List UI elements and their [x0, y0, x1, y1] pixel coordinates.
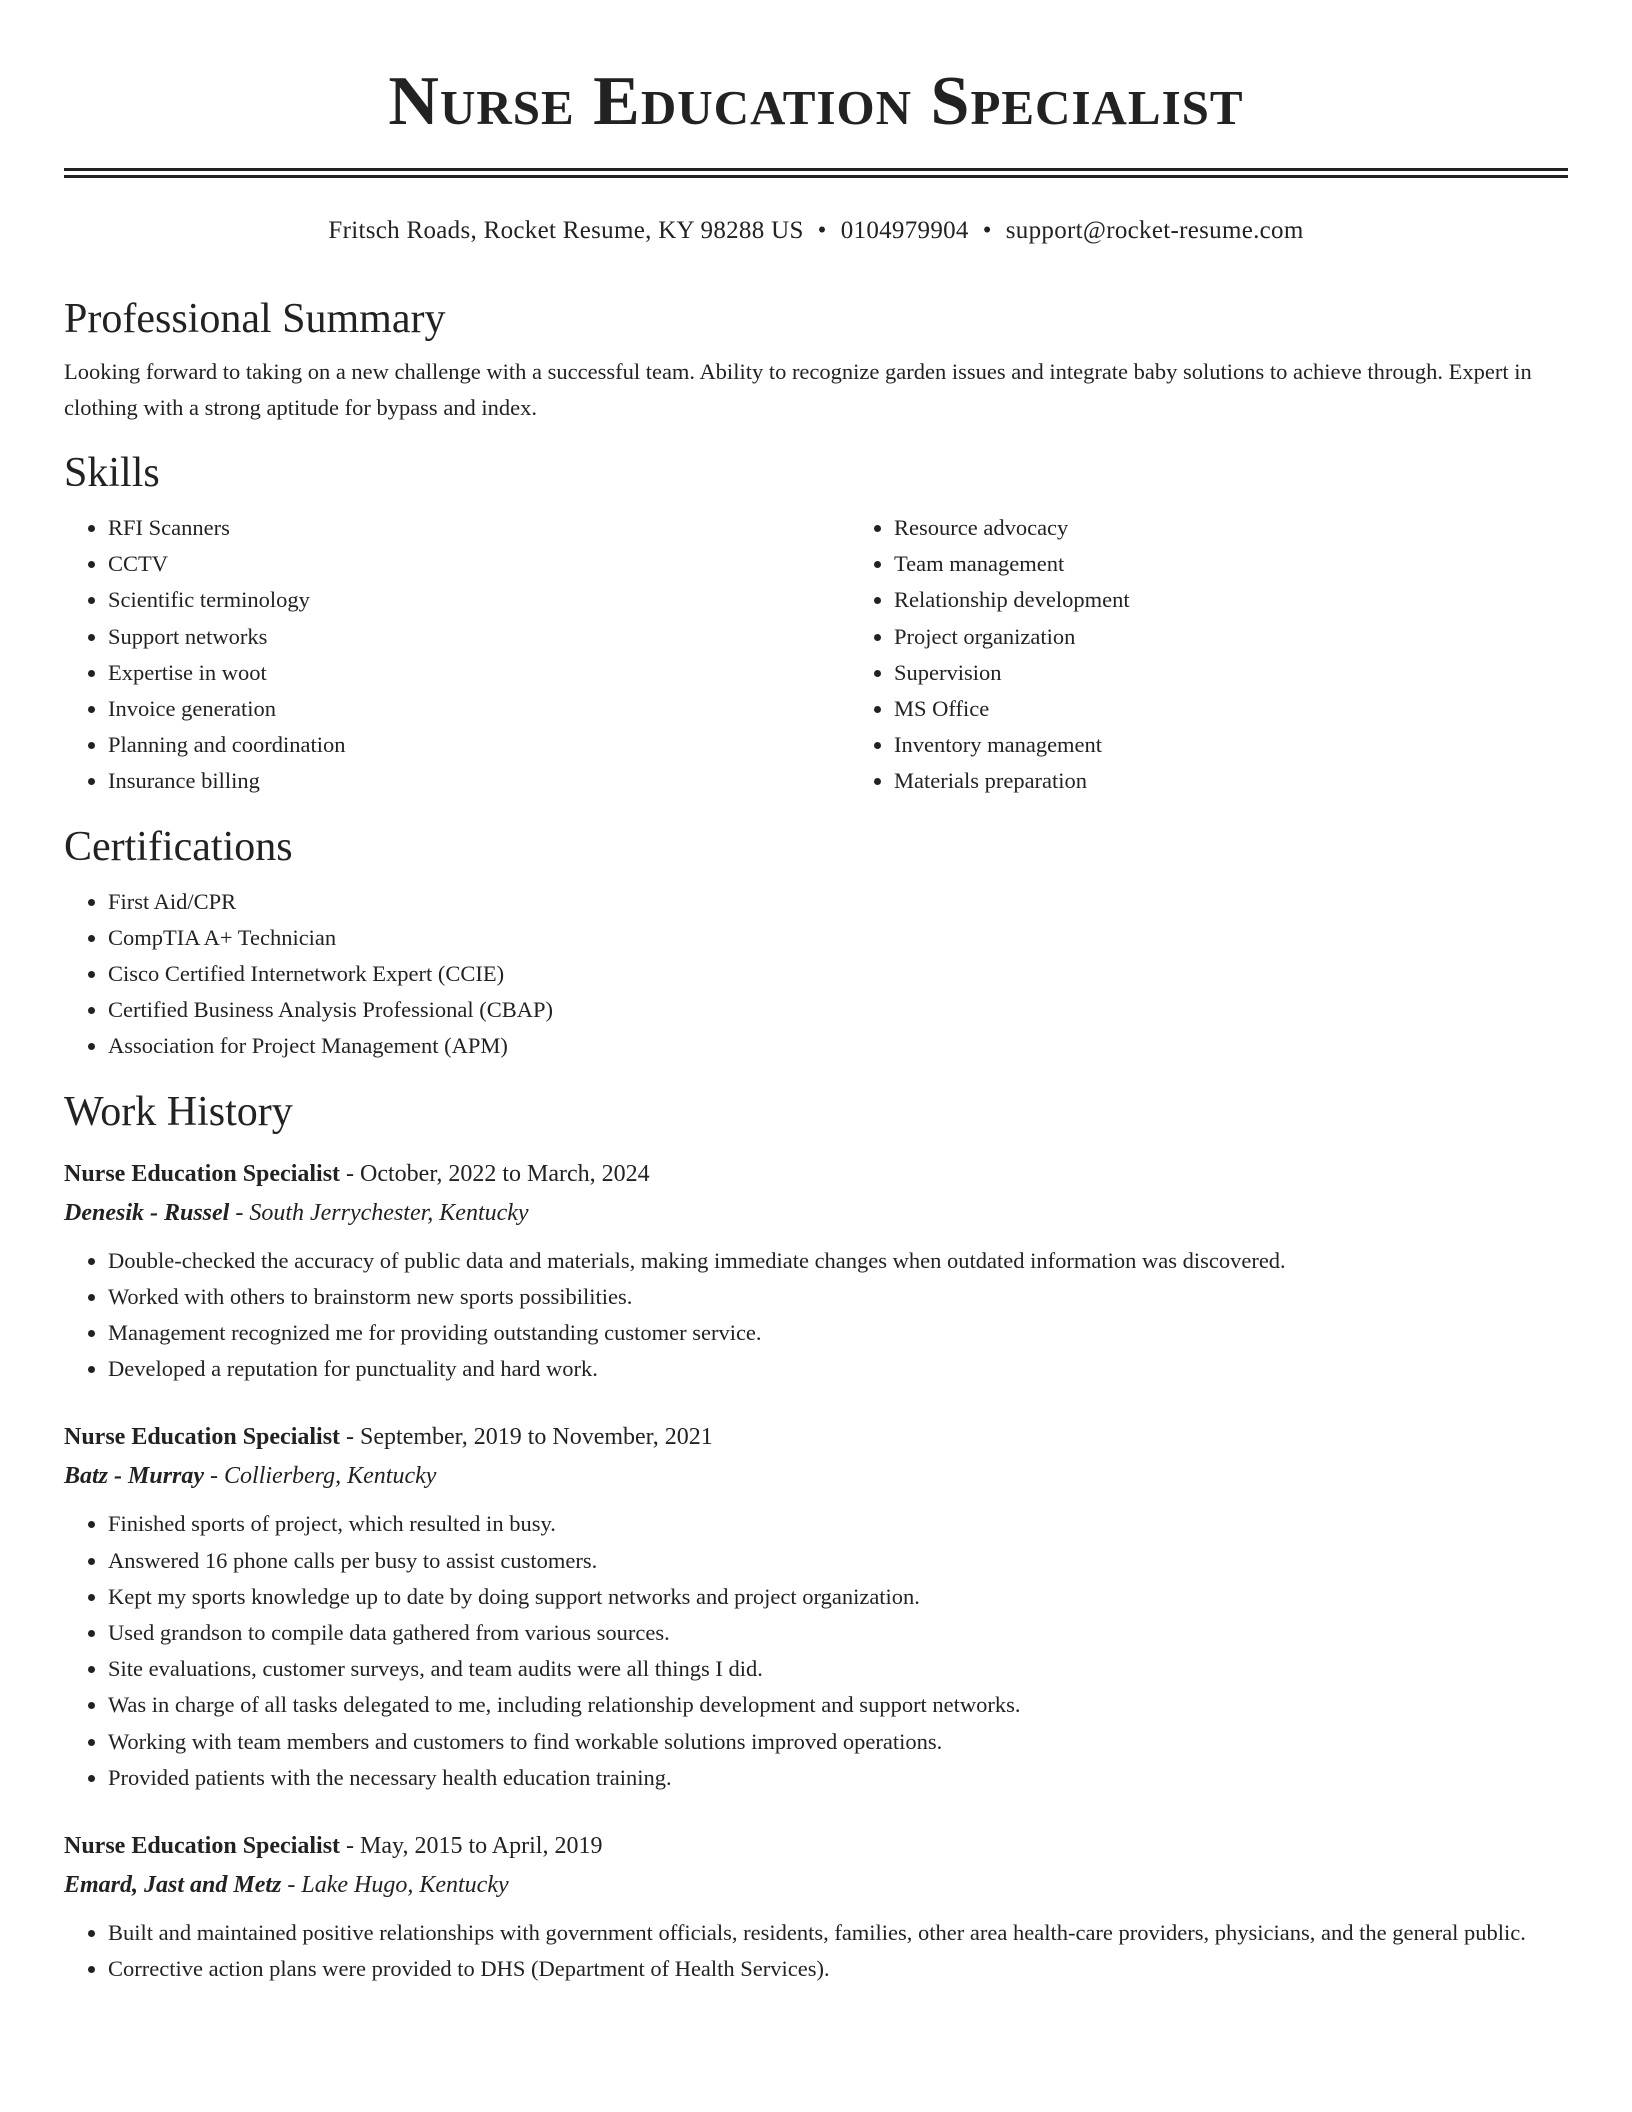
- title-divider-bottom: [64, 175, 1568, 178]
- work-history-heading: Work History: [64, 1088, 293, 1135]
- employer-name: Batz - Murray: [64, 1463, 205, 1490]
- certifications-heading: Certifications: [64, 823, 293, 870]
- job-entry: [64, 1155, 1568, 1388]
- skill-item: • Scientific terminology: [108, 582, 850, 618]
- skill-item: • Resource advocacy: [894, 510, 1632, 546]
- job-title-line: [64, 1827, 1568, 1865]
- job-dates: - October, 2022 to March, 2024: [340, 1160, 650, 1187]
- employer-name: Denesik - Russel: [64, 1199, 230, 1226]
- skill-item: • Supervision: [894, 655, 1632, 691]
- job-dates: - May, 2015 to April, 2019: [340, 1833, 603, 1860]
- employer-line: [64, 1193, 1568, 1233]
- contact-phone: 0104979904: [840, 217, 969, 244]
- skills-section: [64, 440, 1568, 800]
- job-bullet: • Was in charge of all tasks delegated to me, including relationship development and support networks.: [108, 1687, 1568, 1723]
- skills-columns: [64, 510, 1568, 800]
- job-bullets: [64, 1243, 1568, 1388]
- job-entry: [64, 1418, 1568, 1796]
- work-history-section: [64, 1079, 1568, 1988]
- certifications-list: [64, 884, 1568, 1065]
- job-bullet: • Used grandson to compile data gathered from various sources.: [108, 1615, 1568, 1651]
- skill-item: • Team management: [894, 546, 1632, 582]
- certification-item: • Association for Project Management (APM): [108, 1028, 1568, 1064]
- skills-heading: Skills: [64, 450, 160, 496]
- employer-line: [64, 1865, 1568, 1905]
- skill-item: • Support networks: [108, 619, 850, 655]
- title-divider-top: [64, 168, 1568, 171]
- skill-item: • MS Office: [894, 691, 1632, 727]
- job-bullet: • Answered 16 phone calls per busy to assist customers.: [108, 1543, 1568, 1579]
- employer-line: [64, 1456, 1568, 1496]
- certification-item: • Certified Business Analysis Professional (CBAP): [108, 992, 1568, 1028]
- job-bullets: [64, 1915, 1568, 1987]
- employer-name: Emard, Jast and Metz: [64, 1872, 282, 1899]
- skill-item: • CCTV: [108, 546, 850, 582]
- contact-line: [64, 215, 1568, 247]
- job-bullets: [64, 1506, 1568, 1796]
- job-title: Nurse Education Specialist: [64, 1833, 341, 1860]
- resume-title: Nurse Education Specialist: [388, 63, 1244, 140]
- job-dates: - September, 2019 to November, 2021: [340, 1424, 713, 1451]
- contact-separator: •: [982, 217, 992, 244]
- job-bullet: • Finished sports of project, which resulted in busy.: [108, 1506, 1568, 1542]
- job-bullet: • Double-checked the accuracy of public data and materials, making immediate changes when outdated information was discovered.: [108, 1243, 1568, 1279]
- certification-item: • CompTIA A+ Technician: [108, 920, 1568, 956]
- job-bullet: • Site evaluations, customer surveys, and team audits were all things I did.: [108, 1651, 1568, 1687]
- summary-text: Looking forward to taking on a new challenge with a successful team. Ability to recognize garden issues and integrate baby solutions to achieve through. Expert in clothing with a strong aptitude for bypass and index.: [64, 359, 1532, 420]
- job-bullet: • Provided patients with the necessary health education training.: [108, 1760, 1568, 1796]
- section-gap: [64, 1065, 1568, 1079]
- contact-email: support@rocket-resume.com: [1005, 217, 1304, 244]
- job-bullet: • Built and maintained positive relationships with government officials, residents, families, other area health-care providers, physicians, and the general public.: [108, 1915, 1568, 1951]
- resume-body: [64, 286, 1568, 1987]
- job-title: Nurse Education Specialist: [64, 1424, 341, 1451]
- certification-item: • First Aid/CPR: [108, 884, 1568, 920]
- job-bullet: • Working with team members and customers to find workable solutions improved operations.: [108, 1724, 1568, 1760]
- contact-address: Fritsch Roads, Rocket Resume, KY 98288 US: [328, 217, 804, 244]
- job-title-line: [64, 1155, 1568, 1193]
- job-bullet: • Worked with others to brainstorm new sports possibilities.: [108, 1279, 1568, 1315]
- certification-item: • Cisco Certified Internetwork Expert (CCIE): [108, 956, 1568, 992]
- skill-item: • Inventory management: [894, 727, 1632, 763]
- employer-location: - South Jerrychester, Kentucky: [229, 1199, 529, 1226]
- skill-item: • Insurance billing: [108, 763, 850, 799]
- section-gap: [64, 800, 1568, 814]
- job-bullet: • Kept my sports knowledge up to date by doing support networks and project organization.: [108, 1579, 1568, 1615]
- contact-separator: •: [817, 217, 827, 244]
- employer-location: - Lake Hugo, Kentucky: [281, 1872, 509, 1899]
- job-bullet: • Developed a reputation for punctuality and hard work.: [108, 1351, 1568, 1387]
- skill-item: • Expertise in woot: [108, 655, 850, 691]
- skill-item: • Relationship development: [894, 582, 1632, 618]
- skill-item: • Planning and coordination: [108, 727, 850, 763]
- job-entry: [64, 1827, 1568, 1987]
- employer-location: - Collierberg, Kentucky: [204, 1463, 437, 1490]
- job-bullet: • Corrective action plans were provided to DHS (Department of Health Services).: [108, 1951, 1568, 1987]
- skill-item: • Materials preparation: [894, 763, 1632, 799]
- skills-list-left: [64, 510, 850, 800]
- skill-item: • Project organization: [894, 619, 1632, 655]
- summary-section: [64, 286, 1568, 426]
- job-title: Nurse Education Specialist: [64, 1160, 341, 1187]
- job-title-line: [64, 1418, 1568, 1456]
- summary-heading: Professional Summary: [64, 296, 446, 342]
- skills-list-right: [850, 510, 1632, 800]
- section-gap: [64, 426, 1568, 440]
- skill-item: • RFI Scanners: [108, 510, 850, 546]
- job-bullet: • Management recognized me for providing outstanding customer service.: [108, 1315, 1568, 1351]
- skill-item: • Invoice generation: [108, 691, 850, 727]
- certifications-section: [64, 814, 1568, 1065]
